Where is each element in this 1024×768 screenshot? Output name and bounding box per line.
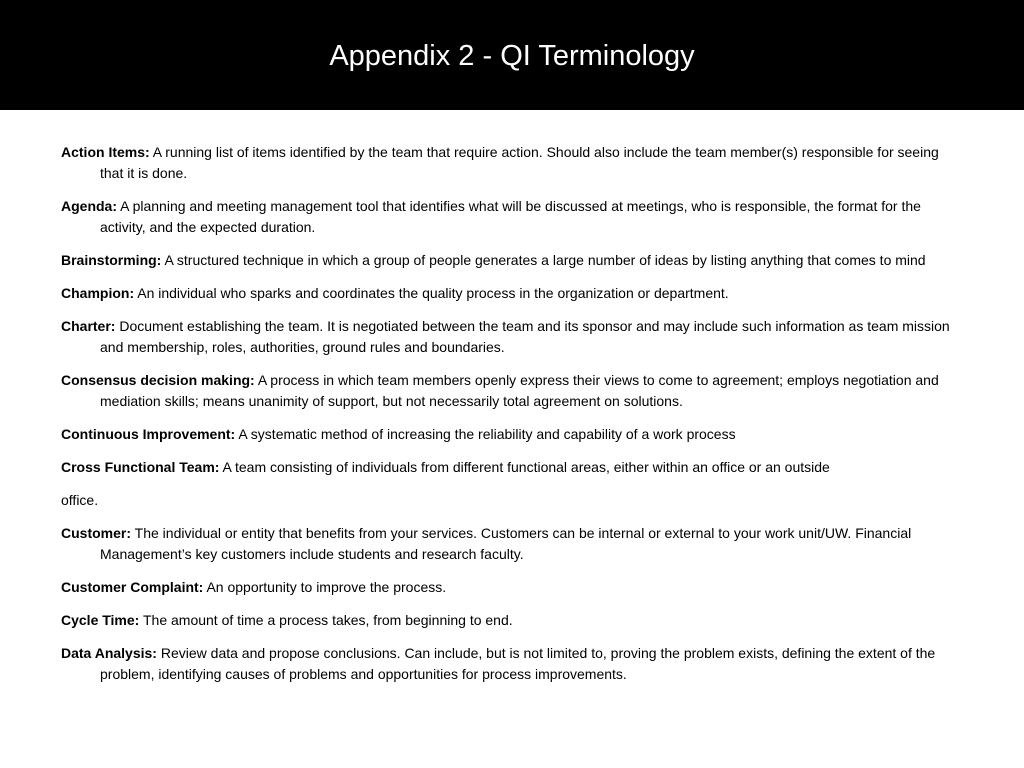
term-definition: A running list of items identified by the team that require action. Should also include the team member(s) responsible for seeing that it is done. (100, 144, 939, 181)
term-action-items (61, 142, 966, 184)
term-cross-functional-team (61, 457, 966, 478)
term-name: Consensus decision making: (61, 372, 255, 388)
terminology-list (61, 142, 966, 697)
term-cycle-time (61, 610, 966, 631)
term-definition: A team consisting of individuals from different functional areas, either within an office or an outside (219, 459, 830, 475)
term-name: Continuous Improvement: (61, 426, 236, 442)
slide-title: Appendix 2 - QI Terminology (329, 40, 695, 72)
title-bar (0, 0, 1024, 110)
term-name: Champion: (61, 285, 135, 301)
term-definition: A systematic method of increasing the reliability and capability of a work process (235, 426, 736, 442)
term-consensus-decision-making (61, 370, 966, 412)
term-name: Brainstorming: (61, 252, 162, 268)
term-agenda (61, 196, 966, 238)
term-brainstorming (61, 250, 966, 271)
term-cross-functional-team-continued (61, 490, 966, 511)
term-name: Cycle Time: (61, 612, 140, 628)
term-continuous-improvement (61, 424, 966, 445)
term-name: Charter: (61, 318, 116, 334)
term-name: Customer: (61, 525, 132, 541)
term-champion (61, 283, 966, 304)
term-definition: office. (61, 492, 99, 508)
term-name: Data Analysis: (61, 645, 157, 661)
term-definition: A planning and meeting management tool that identifies what will be discussed at meetings, who is responsible, the format for the activity, and the expected duration. (100, 198, 921, 235)
term-definition: Document establishing the team. It is negotiated between the team and its sponsor and may include such information as team mission and membership, roles, authorities, ground rules and boundaries. (100, 318, 950, 355)
term-definition: The individual or entity that benefits from your services. Customers can be internal or external to your work unit/UW. Financial Management’s key customers include students and research faculty. (100, 525, 912, 562)
term-name: Action Items: (61, 144, 150, 160)
term-name: Cross Functional Team: (61, 459, 220, 475)
term-definition: A process in which team members openly express their views to come to agreement; employs negotiation and mediation skills; means unanimity of support, but not necessarily total agreement on solutions. (100, 372, 939, 409)
term-definition: Review data and propose conclusions. Can include, but is not limited to, proving the problem exists, defining the extent of the problem, identifying causes of problems and opportunities for process improvements. (100, 645, 936, 682)
term-customer-complaint (61, 577, 966, 598)
term-data-analysis (61, 643, 966, 685)
term-definition: A structured technique in which a group of people generates a large number of ideas by listing anything that comes to mind (161, 252, 926, 268)
term-charter (61, 316, 966, 358)
term-definition: An opportunity to improve the process. (203, 579, 447, 595)
term-name: Customer Complaint: (61, 579, 204, 595)
term-customer (61, 523, 966, 565)
term-definition: The amount of time a process takes, from beginning to end. (139, 612, 513, 628)
term-definition: An individual who sparks and coordinates the quality process in the organization or department. (134, 285, 729, 301)
term-name: Agenda: (61, 198, 117, 214)
